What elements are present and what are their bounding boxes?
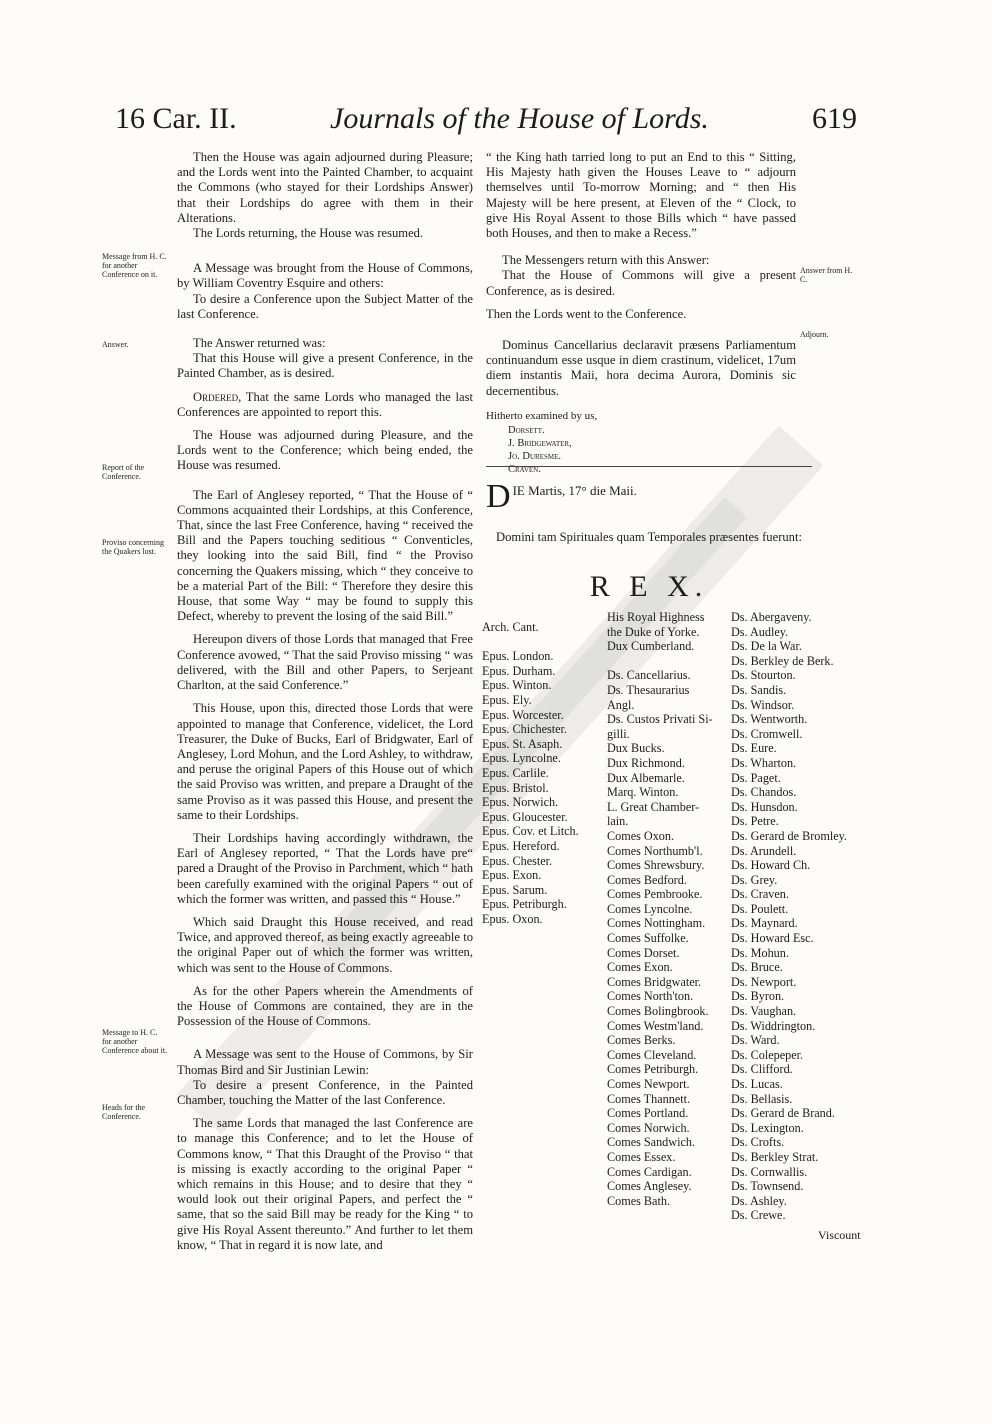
attendee-entry: Ds. Clifford. xyxy=(731,1062,793,1077)
paragraph: That this House will give a present Conference, in the Painted Chamber, as is desired. xyxy=(177,351,473,381)
rex-heading: R E X. xyxy=(589,570,709,603)
attendee-entry: Comes Nottingham. xyxy=(607,916,706,931)
attendee-entry: Epus. Ely. xyxy=(482,692,532,707)
attendee-entry: Ds. Arundell. xyxy=(731,843,797,858)
attendee-entry: Epus. Oxon. xyxy=(482,911,543,926)
attendee-entry: Epus. Exon. xyxy=(482,868,542,883)
attendee-entry: Ds. Chandos. xyxy=(731,785,797,800)
attendee-entry: Comes Cardigan. xyxy=(607,1164,692,1179)
attendee-entry: Epus. Hereford. xyxy=(482,838,560,853)
paragraph: The Messengers return with this Answer: xyxy=(502,253,710,268)
page-number: 619 xyxy=(812,102,857,135)
ordered-label: Ordered, xyxy=(193,389,242,404)
paragraph: To desire a Conference upon the Subject Matter of the last Conference. xyxy=(177,291,473,321)
attendee-entry: Dux Bucks. xyxy=(607,741,665,756)
attendee-entry: Ds. Eure. xyxy=(731,741,777,756)
attendee-entry: lain. xyxy=(607,814,629,829)
attendee-entry: Comes Lyncolne. xyxy=(607,901,693,916)
paragraph: Their Lordships having accordingly withdrawn, the Earl of Anglesey reported, “ That the Lords have pre“ pared a Draught of the Proviso in Parchment, which “ hath been carefully examined with the original Papers “ out of which the former was written, and passed this “ House.” xyxy=(177,830,473,906)
attendee-entry: Ds. Wharton. xyxy=(731,755,797,770)
attendee-entry: Ds. Hunsdon. xyxy=(731,799,798,814)
attendee-entry: Ds. De la War. xyxy=(731,639,802,654)
paragraph: A Message was brought from the House of Commons, by William Coventry Esquire and others: xyxy=(177,261,473,291)
divider xyxy=(486,466,812,467)
attendee-entry: Ds. Berkley de Berk. xyxy=(731,653,834,668)
attendee-entry: Ds. Townsend. xyxy=(731,1179,804,1194)
attendee-entry: Ds. Vaughan. xyxy=(731,1004,797,1019)
attendee-entry: Ds. Thesaurarius xyxy=(607,682,690,697)
paragraph: Dominus Cancellarius declaravit præsens Parliamentum continuandum esse usque in diem crastinum, videlicet, 17um diem instantis Maii, hora decima Aurora, Dominis sic decernentibus. xyxy=(486,338,796,398)
attendee-entry: Ds. Wentworth. xyxy=(731,712,808,727)
attendee-entry: Ds. Lucas. xyxy=(731,1077,783,1091)
left-column xyxy=(177,150,473,1253)
attendee-entry: Ds. Craven. xyxy=(731,887,789,902)
paragraph: The House was adjourned during Pleasure, and the Lords went to the Conference; which being ended, the House was resumed. xyxy=(177,428,473,473)
attendee-entry: Ds. Gerard de Brand. xyxy=(731,1106,835,1121)
attendee-entry: Dux Cumberland. xyxy=(607,639,695,654)
attendee-entry: Ds. Petre. xyxy=(731,814,779,829)
attendee-entry: Ds. Widdrington. xyxy=(731,1018,816,1033)
attendee-entry: gilli. xyxy=(607,726,630,741)
attendee-entry: Comes Newport. xyxy=(607,1077,690,1091)
attendee-entry: Comes Dorset. xyxy=(607,945,680,960)
day-heading xyxy=(486,478,816,515)
paragraph: Then the House was again adjourned during Pleasure; and the Lords went into the Painted Chamber, to acquaint the Commons (who stayed for their Lordships Answer) that their Lordships do agree with them in their Alterations. xyxy=(177,150,473,225)
attendee-entry: Ds. Gerard de Bromley. xyxy=(731,828,847,843)
attendee-entry: Comes Portland. xyxy=(607,1106,689,1121)
attendee-entry: Ds. Windsor. xyxy=(731,697,795,712)
attendee-entry: Comes Oxon. xyxy=(607,828,675,843)
attendee-entry: Epus. St. Asaph. xyxy=(482,736,563,751)
right-column xyxy=(486,150,796,476)
attendee-entry: Comes Bridgwater. xyxy=(607,974,702,989)
attendee-entry: Ds. Colepeper. xyxy=(731,1047,804,1062)
ordered-text: That the same Lords who managed the last Conferences are appointed to report this. xyxy=(177,389,473,419)
attendee-entry: Dux Richmond. xyxy=(607,755,685,770)
attendee-entry xyxy=(607,654,713,669)
attendee-entry: Comes Shrewsbury. xyxy=(607,858,705,873)
attendee-entry: Epus. Carlile. xyxy=(482,765,549,780)
attendee-entry: Comes Northumb'l. xyxy=(607,843,703,858)
attendee-entry: Ds. Bruce. xyxy=(731,960,783,975)
attendee-entry: Epus. Sarum. xyxy=(482,882,548,897)
paragraph: The Lords returning, the House was resumed. xyxy=(193,226,424,241)
attendee-entry: Comes Thannett. xyxy=(607,1091,691,1106)
attendee-entry: Comes Petriburgh. xyxy=(607,1062,699,1077)
attendance-intro: Domini tam Spirituales quam Temporales præsentes fuerunt: xyxy=(496,530,802,544)
attendee-entry: His Royal Highness xyxy=(607,610,705,624)
paragraph: That the House of Commons will give a present Conference, as is desired. xyxy=(486,268,796,298)
attendee-entry: Ds. Cornwallis. xyxy=(731,1164,808,1179)
attendee-entry: Ds. Sandis. xyxy=(731,682,787,697)
attendee-entry: Comes Bath. xyxy=(607,1193,670,1208)
attendee-entry: the Duke of Yorke. xyxy=(607,624,700,639)
attendee-entry: Epus. Petriburgh. xyxy=(482,897,567,912)
paragraph: “ the King hath tarried long to put an End to this “ Sitting, His Majesty hath given the Houses Leave to “ adjourn themselves until To-morrow Morning; and “ then His Majesty will be here present, at Eleven of the “ Clock, to give His Royal Assent to those Bills which “ have passed both Houses, and then to make a Recess.” xyxy=(486,150,796,241)
attendee-entry: Epus. Winton. xyxy=(482,678,552,693)
attendee-entry: Dux Albemarle. xyxy=(607,770,685,785)
attendee-entry: Epus. Bristol. xyxy=(482,780,549,795)
attendee-entry: Epus. Durham. xyxy=(482,663,556,678)
margin-note: Heads for the Conference. xyxy=(102,1103,146,1122)
attendee-entry: Comes Cleveland. xyxy=(607,1047,697,1062)
paragraph: A Message was sent to the House of Commons, by Sir Thomas Bird and Sir Justinian Lewin: xyxy=(177,1047,473,1077)
header-regnal-year: 16 Car. II. xyxy=(115,102,237,135)
drop-cap: D xyxy=(486,478,511,515)
attendee-entry: Ds. Cancellarius. xyxy=(607,668,691,683)
attendee-entry: Ds. Howard Ch. xyxy=(731,858,811,873)
attendee-entry: Epus. Chichester. xyxy=(482,722,567,737)
attendee-entry: Ds. Howard Esc. xyxy=(731,931,814,946)
paragraph: Hereupon divers of those Lords that managed that Free Conference avowed, “ That the said Proviso missing “ was delivered, with the Bill and other Papers, to Serjeant Charlton, at the said Conference.” xyxy=(177,632,473,693)
attendee-entry: Epus. Gloucester. xyxy=(482,809,568,824)
attendee-entry: Ds. Stourton. xyxy=(731,668,796,683)
attendee-entry: Ds. Crofts. xyxy=(731,1135,785,1150)
paragraph xyxy=(177,390,473,420)
attendee-entry: Comes Essex. xyxy=(607,1149,676,1164)
attendee-entry: Ds. Mohun. xyxy=(731,945,789,960)
attendee-entry: L. Great Chamber- xyxy=(607,799,700,814)
attendee-entry: Ds. Custos Privati Si- xyxy=(607,712,713,727)
margin-note: Report of the Conference. xyxy=(102,463,145,482)
signer: J. Bridgewater, xyxy=(508,438,572,450)
paragraph: The Answer returned was: xyxy=(193,336,326,351)
paragraph: To desire a present Conference, in the Painted Chamber, touching the Matter of the last Conference. xyxy=(177,1077,473,1107)
attendee-entry: Comes Exon. xyxy=(607,960,673,975)
margin-note: Adjourn. xyxy=(800,330,829,339)
margin-note: Message from H. C. for another Conference on it. xyxy=(102,252,167,280)
attendee-entry: Ds. Ward. xyxy=(731,1033,780,1048)
attendee-entry: Ds. Newport. xyxy=(731,974,797,989)
attendee-entry: Angl. xyxy=(607,697,635,712)
signers xyxy=(486,424,796,476)
examined-line: Hitherto examined by us, xyxy=(486,409,598,422)
attendee-entry: Comes Sandwich. xyxy=(607,1135,696,1150)
attendee-entry: Ds. Byron. xyxy=(731,989,785,1004)
attendee-entry: Comes Berks. xyxy=(607,1033,676,1048)
paragraph: Which said Draught this House received, and read Twice, and approved thereof, as being exactly agreeable to the original Paper out of which the former was written, which was sent to the House of Commons. xyxy=(177,914,473,975)
attendee-entry: Comes Bedford. xyxy=(607,872,687,887)
attendance-list-spiritual xyxy=(482,620,579,926)
attendee-entry: Ds. Ashley. xyxy=(731,1193,787,1208)
attendee-entry: Ds. Audley. xyxy=(731,624,789,639)
margin-note: Proviso concerning the Quakers lost. xyxy=(102,538,164,557)
signer: Craven. xyxy=(508,464,541,476)
margin-note: Answer. xyxy=(102,340,129,349)
paragraph: This House, upon this, directed those Lords that were appointed to manage that Conference, videlicet, the Lord Treasurer, the Duke of Bucks, Earl of Bridgwater, Earl of Anglesey, Lord Mohun, and the Lord Ashley, to withdraw, and peruse the original Papers of this House out of which the said Proviso was written, and prepare a Draught of the same Proviso as it was passed this House, and present the same to their Lordships. xyxy=(177,701,473,822)
attendance-list-barons xyxy=(731,610,847,1223)
attendee-entry: Epus. Worcester. xyxy=(482,707,564,722)
attendee-entry: Ds. Bellasis. xyxy=(731,1091,793,1106)
catchword: Viscount xyxy=(818,1228,861,1242)
attendee-entry: Ds. Maynard. xyxy=(731,916,798,931)
header-title: Journals of the House of Lords. xyxy=(330,102,709,135)
attendee-entry: Comes Pembrooke. xyxy=(607,887,703,902)
day-text: IE Martis, 17° die Maii. xyxy=(512,483,637,498)
attendee-entry: Epus. Norwich. xyxy=(482,795,559,810)
attendee-entry: Comes North'ton. xyxy=(607,989,694,1004)
paragraph: Then the Lords went to the Conference. xyxy=(486,306,687,321)
attendee-entry: Comes Bolingbrook. xyxy=(607,1004,709,1019)
attendee-entry: Marq. Winton. xyxy=(607,785,679,800)
attendee-entry: Epus. London. xyxy=(482,649,554,664)
attendee-entry: Ds. Abergaveny. xyxy=(731,610,812,624)
attendee-entry: Ds. Berkley Strat. xyxy=(731,1149,819,1164)
paragraph: The same Lords that managed the last Conference are to manage this Conference; and to let the House of Commons know, “ That this Draught of the Proviso “ that is missing is exactly according to the original Paper “ which remains in this House; and to desire that they “ would look out their original Papers, and perfect the “ same, that so the said Bill may be ready for the King “ to give His Royal Assent thereunto.” And further to let them know, “ That in regard it is now late, and xyxy=(177,1116,473,1252)
attendee-entry: Comes Norwich. xyxy=(607,1120,690,1135)
attendee-entry: Epus. Lyncolne. xyxy=(482,751,561,766)
attendee-entry: Comes Anglesey. xyxy=(607,1179,692,1194)
attendee-entry: Arch. Cant. xyxy=(482,620,539,634)
attendee-entry: Comes Suffolke. xyxy=(607,931,689,946)
attendee-entry: Epus. Cov. et Litch. xyxy=(482,824,579,839)
margin-note: Message to H. C. for another Conference about it. xyxy=(102,1028,168,1056)
attendee-entry: Ds. Grey. xyxy=(731,872,778,887)
attendee-entry: Ds. Crewe. xyxy=(731,1208,786,1223)
paragraph: The Earl of Anglesey reported, “ That the House of “ Commons acquainted their Lordships, at this Conference, That, since the last Free Conference, having “ received the Bill and the Papers touching seditious “ Conventicles, they looking into the said Bill, find “ the Proviso concerning the Quakers missing, which “ they conceive to be a material Part of the Bill: “ Therefore they desire this House, that some Way “ may be found to supply this Defect, whereby to prevent the losing of the said Bill.” xyxy=(177,487,473,624)
signer: Jo. Duresme. xyxy=(508,451,561,463)
attendee-entry: Epus. Chester. xyxy=(482,853,553,868)
margin-note: Answer from H. C. xyxy=(800,266,853,285)
attendee-entry: Ds. Paget. xyxy=(731,770,781,785)
attendee-entry: Ds. Lexington. xyxy=(731,1120,804,1135)
attendee-entry: Ds. Poulett. xyxy=(731,901,789,916)
attendee-entry: Ds. Cromwell. xyxy=(731,726,803,741)
attendee-entry: Comes Westm'land. xyxy=(607,1018,704,1033)
attendee-entry xyxy=(482,635,579,650)
paragraph: As for the other Papers wherein the Amendments of the House of Commons are contained, they are in the Possession of the House of Commons. xyxy=(177,983,473,1029)
attendance-list-temporal xyxy=(607,610,713,1208)
signer: Dorsett. xyxy=(508,425,545,437)
